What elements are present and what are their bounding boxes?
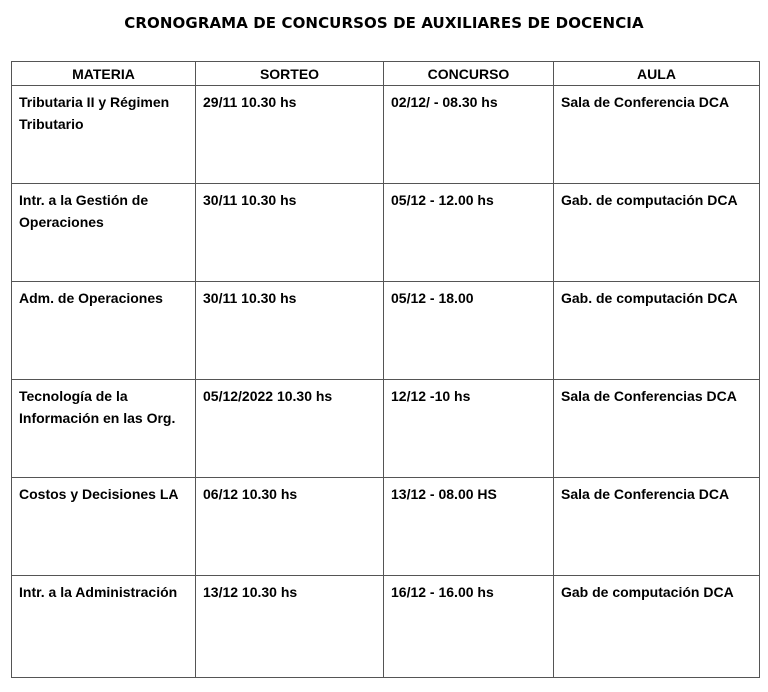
cell-sorteo: 30/11 10.30 hs xyxy=(196,282,384,380)
cell-concurso: 16/12 - 16.00 hs xyxy=(384,576,554,678)
cell-aula: Sala de Conferencia DCA xyxy=(554,86,760,184)
cell-materia: Adm. de Operaciones xyxy=(12,282,196,380)
cell-concurso: 02/12/ - 08.30 hs xyxy=(384,86,554,184)
cell-concurso: 12/12 -10 hs xyxy=(384,380,554,478)
cell-sorteo: 29/11 10.30 hs xyxy=(196,86,384,184)
cell-materia: Intr. a la Gestión de Operaciones xyxy=(12,184,196,282)
table-row xyxy=(12,478,760,576)
header-materia: MATERIA xyxy=(12,62,196,86)
table-row xyxy=(12,86,760,184)
header-sorteo: SORTEO xyxy=(196,62,384,86)
schedule-table xyxy=(11,61,760,678)
table-row xyxy=(12,184,760,282)
cell-materia: Costos y Decisiones LA xyxy=(12,478,196,576)
cell-concurso: 13/12 - 08.00 HS xyxy=(384,478,554,576)
header-concurso: CONCURSO xyxy=(384,62,554,86)
cell-concurso: 05/12 - 12.00 hs xyxy=(384,184,554,282)
cell-aula: Gab. de computación DCA xyxy=(554,282,760,380)
cell-aula: Sala de Conferencias DCA xyxy=(554,380,760,478)
cell-concurso: 05/12 - 18.00 xyxy=(384,282,554,380)
table-row xyxy=(12,576,760,678)
table-row xyxy=(12,380,760,478)
document-title: CRONOGRAMA DE CONCURSOS DE AUXILIARES DE DOCENCIA xyxy=(124,14,644,32)
cell-aula: Gab. de computación DCA xyxy=(554,184,760,282)
table-row xyxy=(12,282,760,380)
cell-aula: Gab de computación DCA xyxy=(554,576,760,678)
cell-sorteo: 30/11 10.30 hs xyxy=(196,184,384,282)
cell-sorteo: 05/12/2022 10.30 hs xyxy=(196,380,384,478)
header-aula: AULA xyxy=(554,62,760,86)
cell-materia: Intr. a la Administración xyxy=(12,576,196,678)
cell-materia: Tributaria II y Régimen Tributario xyxy=(12,86,196,184)
table-header-row xyxy=(12,62,760,86)
cell-sorteo: 06/12 10.30 hs xyxy=(196,478,384,576)
cell-sorteo: 13/12 10.30 hs xyxy=(196,576,384,678)
cell-aula: Sala de Conferencia DCA xyxy=(554,478,760,576)
cell-materia: Tecnología de la Información en las Org. xyxy=(12,380,196,478)
